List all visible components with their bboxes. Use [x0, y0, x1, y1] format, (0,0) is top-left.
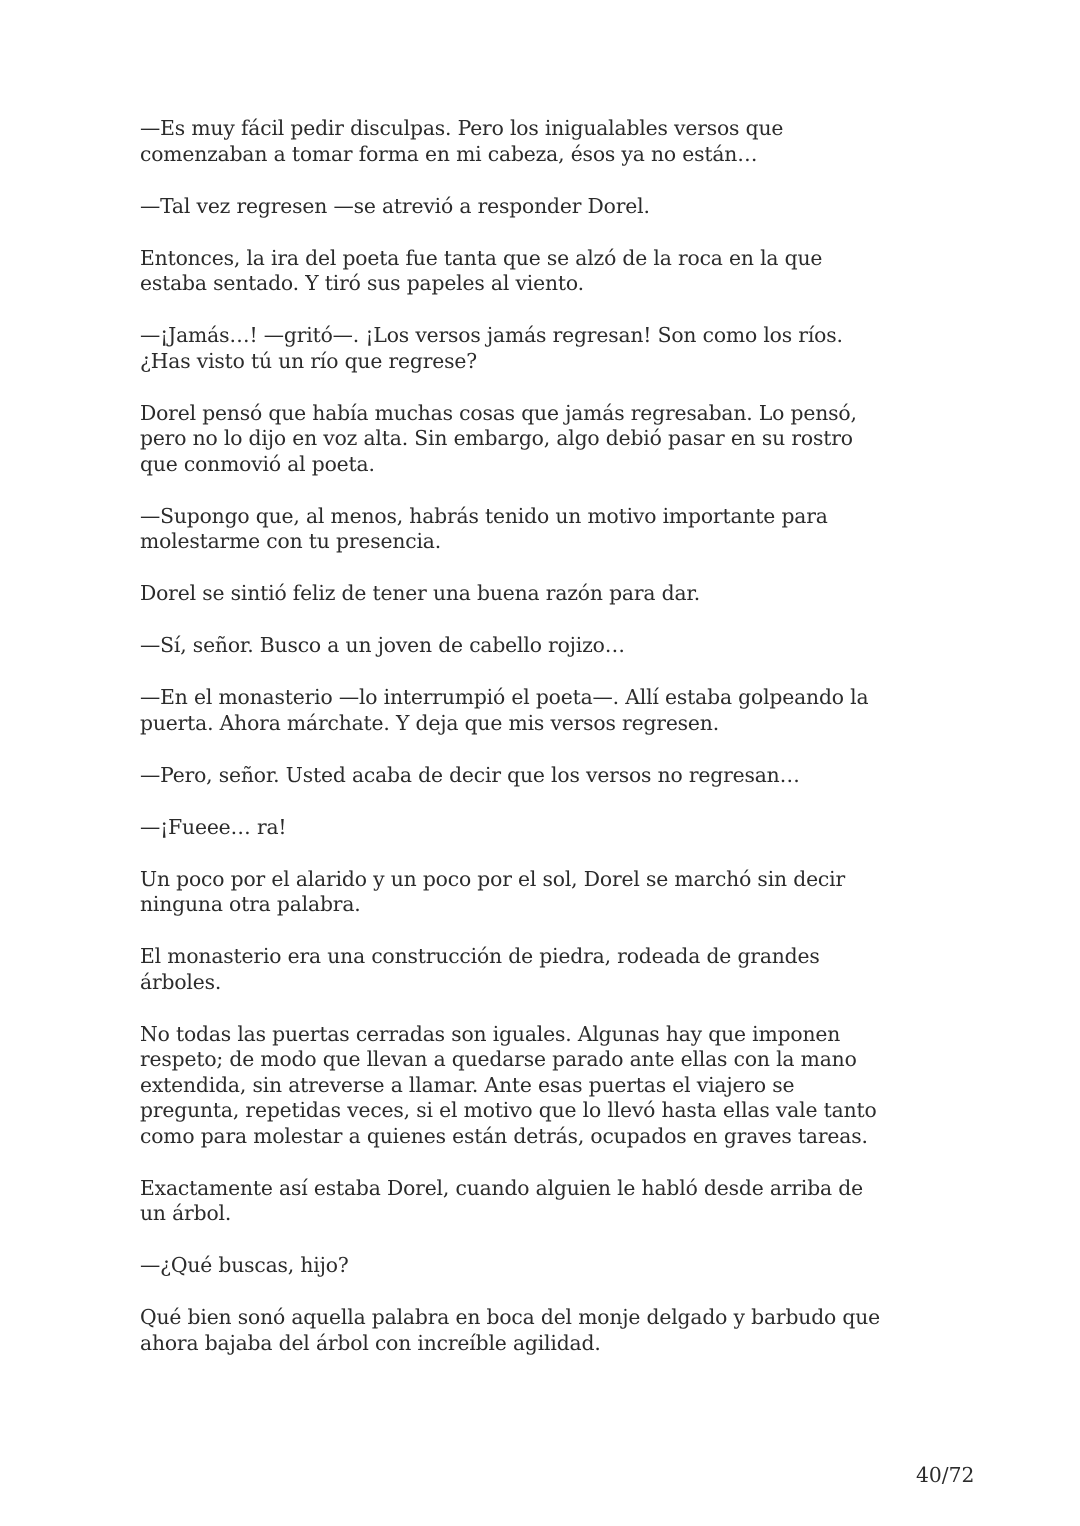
text-line: Exactamente así estaba Dorel, cuando alguien le habló desde arriba de: [140, 1175, 863, 1200]
text-line: —Sí, señor. Busco a un joven de cabello rojizo…: [140, 633, 625, 657]
paragraph: [140, 944, 950, 995]
text-line: Dorel pensó que había muchas cosas que jamás regresaban. Lo pensó,: [140, 400, 857, 425]
paragraph: [140, 1176, 950, 1227]
page-number: 40/72: [916, 1463, 975, 1487]
paragraph: [140, 401, 950, 478]
text-line: Qué bien sonó aquella palabra en boca del monje delgado y barbudo que: [140, 1305, 880, 1329]
text-line: que conmovió al poeta.: [140, 451, 375, 476]
text-line: —¡Jamás…! —gritó—. ¡Los versos jamás regresan! Son como los ríos.: [140, 323, 843, 347]
paragraph: [140, 633, 950, 659]
paragraph: [140, 116, 950, 167]
text-line: —Supongo que, al menos, habrás tenido un motivo importante para: [140, 503, 828, 528]
text-line: puerta. Ahora márchate. Y deja que mis versos regresen.: [140, 710, 719, 735]
text-line: ninguna otra palabra.: [140, 892, 361, 916]
paragraph: [140, 1022, 950, 1150]
text-line: estaba sentado. Y tiró sus papeles al viento.: [140, 271, 584, 295]
text-line: ¿Has visto tú un río que regrese?: [140, 348, 477, 373]
paragraph: [140, 815, 950, 841]
paragraph: [140, 246, 950, 297]
text-line: extendida, sin atreverse a llamar. Ante esas puertas el viajero se: [140, 1072, 795, 1097]
paragraph: [140, 323, 950, 374]
text-line: —Es muy fácil pedir disculpas. Pero los inigualables versos que: [140, 116, 784, 140]
text-line: pregunta, repetidas veces, si el motivo que lo llevó hasta ellas vale tanto: [140, 1098, 877, 1122]
text-line: árboles.: [140, 969, 222, 994]
text-line: —¿Qué buscas, hijo?: [140, 1253, 349, 1277]
text-line: como para molestar a quienes están detrás, ocupados en graves tareas.: [140, 1123, 868, 1148]
text-line: molestarme con tu presencia.: [140, 529, 442, 553]
paragraph: [140, 504, 950, 555]
text-line: El monasterio era una construcción de piedra, rodeada de grandes: [140, 944, 820, 968]
text-line: Un poco por el alarido y un poco por el sol, Dorel se marchó sin decir: [140, 866, 846, 891]
text-line: respeto; de modo que llevan a quedarse parado ante ellas con la mano: [140, 1047, 857, 1071]
paragraph: [140, 867, 950, 918]
paragraph: [140, 1305, 950, 1356]
text-line: comenzaban a tomar forma en mi cabeza, ésos ya no están…: [140, 141, 758, 166]
text-line: —¡Fueee… ra!: [140, 814, 287, 839]
paragraph: [140, 685, 950, 736]
text-line: —En el monasterio —lo interrumpió el poeta—. Allí estaba golpeando la: [140, 685, 869, 709]
page-body: [140, 116, 950, 1383]
text-line: un árbol.: [140, 1201, 232, 1225]
paragraph: [140, 581, 950, 607]
text-line: Entonces, la ira del poeta fue tanta que se alzó de la roca en la que: [140, 245, 823, 270]
text-line: —Tal vez regresen —se atrevió a responder Dorel.: [140, 193, 650, 218]
paragraph: [140, 763, 950, 789]
text-line: pero no lo dijo en voz alta. Sin embargo, algo debió pasar en su rostro: [140, 426, 853, 450]
paragraph: [140, 1253, 950, 1279]
text-line: No todas las puertas cerradas son iguales. Algunas hay que imponen: [140, 1021, 841, 1046]
text-line: —Pero, señor. Usted acaba de decir que los versos no regresan…: [140, 762, 800, 787]
text-line: Dorel se sintió feliz de tener una buena razón para dar.: [140, 581, 701, 605]
paragraph: [140, 194, 950, 220]
text-line: ahora bajaba del árbol con increíble agilidad.: [140, 1330, 601, 1355]
